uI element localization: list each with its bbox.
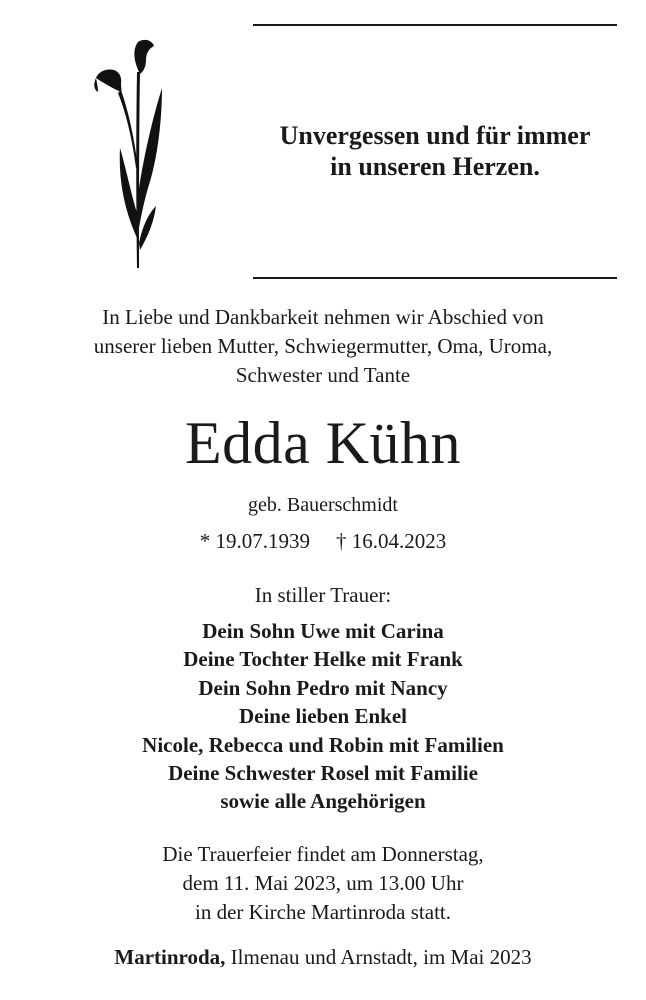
service-line-3: in der Kirche Martinroda statt.: [195, 900, 451, 924]
funeral-service-info: [0, 840, 646, 927]
mourner-line: Dein Sohn Pedro mit Nancy: [198, 675, 448, 700]
birth-name: geb. Bauerschmidt: [248, 494, 398, 516]
footer-rest: Ilmenau und Arnstadt, im Mai 2023: [225, 945, 532, 969]
motto-line-2: in unseren Herzen.: [330, 152, 540, 181]
service-line-2: dem 11. Mai 2023, um 13.00 Uhr: [182, 871, 464, 895]
mourner-line: Dein Sohn Uwe mit Carina: [202, 619, 444, 643]
motto-line-1: Unvergessen und für immer: [279, 121, 591, 150]
mourner-line: Deine Tochter Helke mit Frank: [183, 647, 463, 672]
bottom-divider: [253, 277, 617, 279]
service-line-1: Die Trauerfeier findet am Donnerstag,: [162, 842, 484, 866]
memorial-motto: [253, 120, 617, 182]
mourner-line: Deine Schwester Rosel mit Familie: [168, 761, 478, 786]
life-dates: [0, 527, 646, 555]
intro-line-2: unserer lieben Mutter, Schwiegermutter, Oma, Uroma,: [93, 334, 553, 358]
deceased-name: Edda Kühn: [184, 410, 462, 476]
mourner-line: sowie alle Angehörigen: [220, 789, 426, 814]
intro-line-1: In Liebe und Dankbarkeit nehmen wir Abschied von: [102, 305, 544, 329]
mourner-line: Deine lieben Enkel: [238, 704, 407, 729]
footer-place: Martinroda,: [114, 945, 226, 969]
place-and-date: [0, 943, 646, 971]
mourning-label: In stiller Trauer:: [254, 583, 392, 607]
farewell-intro: [0, 303, 646, 390]
birth-date: * 19.07.1939: [199, 529, 310, 553]
calla-lily-icon: [88, 38, 170, 270]
death-date: † 16.04.2023: [336, 529, 447, 553]
top-divider: [253, 24, 617, 26]
intro-line-3: Schwester und Tante: [235, 363, 411, 387]
mourners-list: [0, 617, 646, 816]
mourner-line: Nicole, Rebecca und Robin mit Familien: [142, 732, 504, 757]
